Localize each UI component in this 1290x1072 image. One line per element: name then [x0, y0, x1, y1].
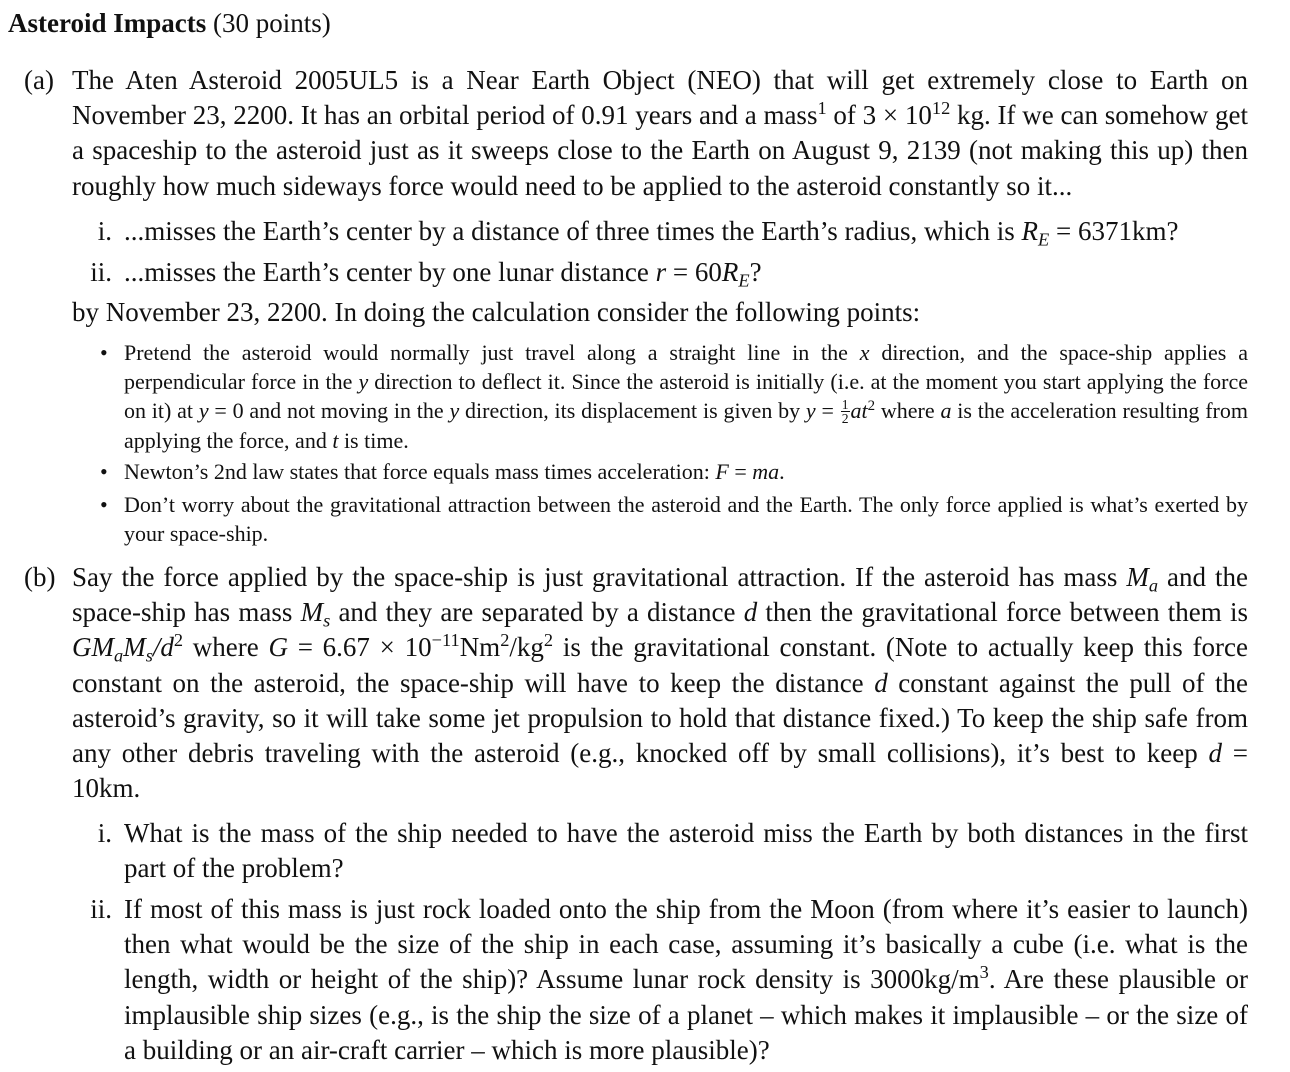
- part-a-item-i-label: i.: [97, 216, 112, 246]
- part-a-label: (a): [24, 65, 54, 95]
- problem-heading: [8, 6, 331, 40]
- part-a-paragraph: The Aten Asteroid 2005UL5 is a Near Earth Object (NEO) that will get extremely close to Earth on November 23, 2200. It has an orbital period of 0.91 years and a mass$^1$ of $3 \times 10^{12}$ kg. If we can somehow get a spaceship to the asteroid just as it sweeps close to the Earth on August 9, 2139 (not making this up) then roughly how much sideways force would need to be applied to the asteroid constantly so it...: [72, 65, 1248, 201]
- bullet-dot: •: [100, 459, 108, 484]
- part-a-after-text: by November 23, 2200. In doing the calculation consider the following points:: [72, 297, 921, 327]
- bullet-dot: •: [100, 492, 108, 517]
- footnote-mark: 1: [817, 98, 827, 119]
- part-b-item-i-label: i.: [97, 818, 112, 848]
- part-a-item-ii-label: ii.: [90, 257, 112, 287]
- part-a-item-ii-text: ...misses the Earth’s center by one lunar distance $r = 60R_E$?: [124, 257, 762, 291]
- part-b-item-ii-text: If most of this mass is just rock loaded onto the ship from the Moon (from where it’s easier to launch) then what would be the size of the ship in each case, assuming it’s basically a cube (i.e. what is the length, width or height of the ship)? Assume lunar rock density is $3000kg/m^3$. Are these plausible or implausible ship sizes (e.g., is the ship the size of a planet – which makes it implausible – or the size of a building or an air-craft carrier – which is more plausible)?: [124, 894, 1248, 1065]
- problem-title: Asteroid Impacts: [8, 8, 207, 38]
- part-b-item-ii-label: ii.: [90, 894, 112, 924]
- part-b-paragraph: Say the force applied by the space-ship is just gravitational attraction. If the asteroid has mass $M_a$ and the space-ship has mass $M_s$ and they are separated by a distance d then the gravitational force between them is $GM_aM_s/d^2$ where $G = 6.67 \times 10^{-11}Nm^2/kg^2$ is the gravitational constant. (Note to actually keep this force constant on the asteroid, the space-ship will have to keep the distance d constant against the pull of the asteroid’s gravity, so it will take some jet propulsion to hold that distance fixed.) To keep the ship safe from any other debris traveling with the asteroid (e.g., knocked off by small collisions), it’s best to keep d = 10km.: [72, 562, 1249, 804]
- bullet-dot: •: [100, 340, 108, 365]
- part-b-item-i-text: What is the mass of the ship needed to have the asteroid miss the Earth by both distances in the first part of the problem?: [124, 818, 1248, 884]
- one-half-fraction: $\frac{1}{2}$: [841, 396, 849, 427]
- problem-points: (30 points): [213, 8, 331, 38]
- part-a-item-i-text: ...misses the Earth’s center by a distance of three times the Earth’s radius, which is $R_E = 6371km$?: [124, 216, 1179, 250]
- bullet-gravity-note: Don’t worry about the gravitational attraction between the asteroid and the Earth. The only force applied is what’s exerted by your space-ship.: [124, 492, 1248, 547]
- bullet-newton-law: Newton’s 2nd law states that force equals mass times acceleration: F = ma.: [124, 459, 785, 484]
- bullet-straight-line: Pretend the asteroid would normally just travel along a straight line in the x direction, and the space-ship applies a perpendicular force in the y direction to deflect it. Since the asteroid is initially (i.e. at the moment you start applying the force on it) at y = 0 and not moving in the y direction, its displacement is given by y = $\frac{1}{2}$ $at^2$ where a is the acceleration resulting from applying the force, and t is time.: [124, 340, 1249, 453]
- part-b-label: (b): [24, 562, 56, 592]
